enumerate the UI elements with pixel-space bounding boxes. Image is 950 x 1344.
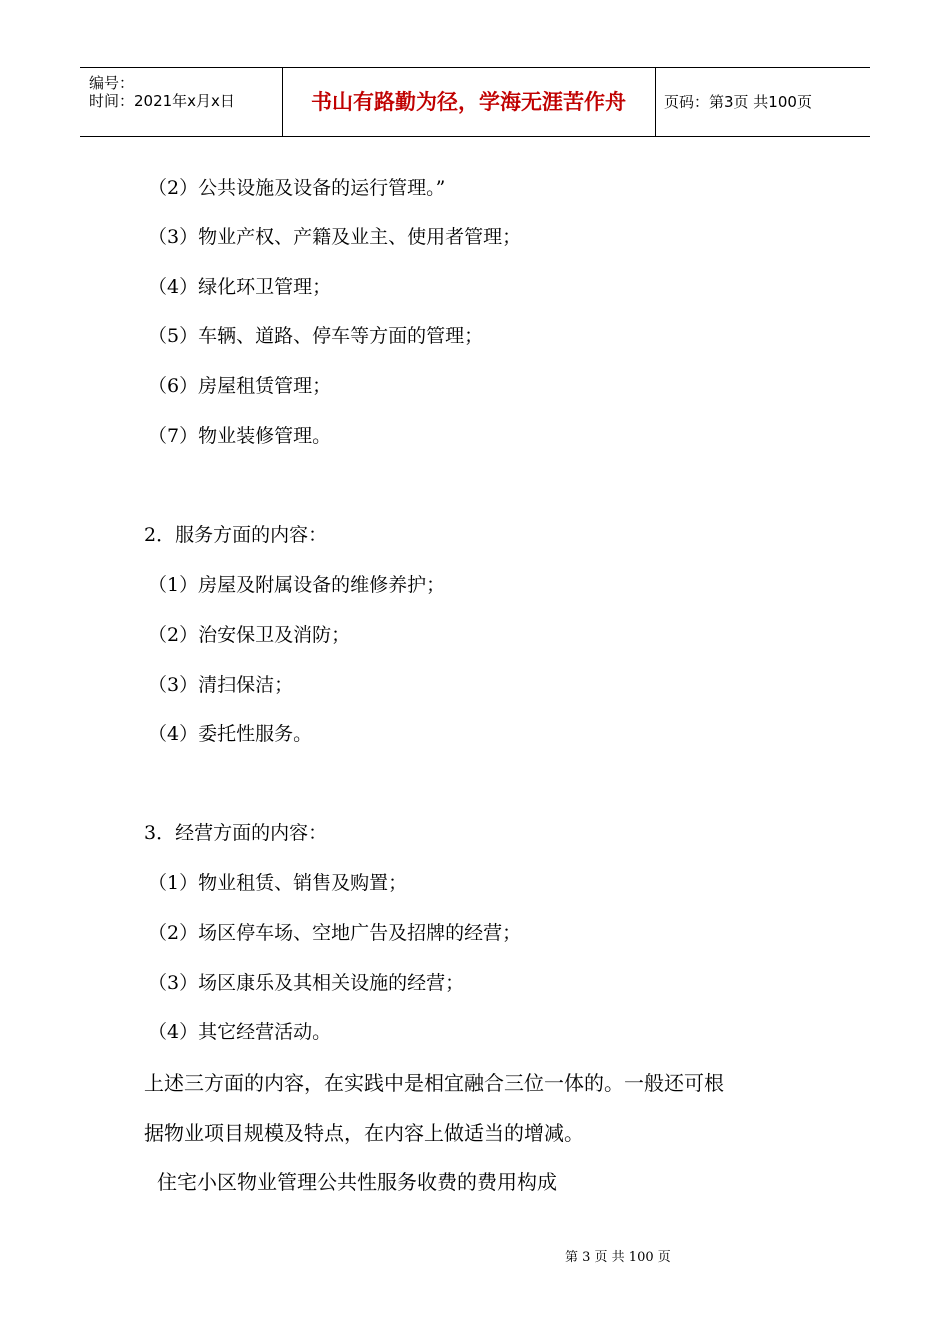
body-line: （6）房屋租赁管理； bbox=[148, 375, 332, 397]
page-header bbox=[80, 67, 870, 137]
body-line: （4）其它经营活动。 bbox=[148, 1021, 332, 1043]
header-motto: 书山有路勤为径，学海无涯苦作舟 bbox=[311, 90, 626, 114]
paragraph-line: 据物业项目规模及特点，在内容上做适当的增减。 bbox=[144, 1121, 584, 1145]
body-line: （7）物业装修管理。 bbox=[148, 425, 332, 447]
section-heading: 3．经营方面的内容： bbox=[144, 822, 328, 844]
header-number-label: 编号： bbox=[89, 74, 135, 92]
section-heading: 2．服务方面的内容： bbox=[144, 524, 328, 546]
body-line: （2）场区停车场、空地广告及招牌的经营； bbox=[148, 922, 522, 944]
paragraph-line: 住宅小区物业管理公共性服务收费的费用构成 bbox=[157, 1170, 557, 1194]
header-page-info: 页码：第3页 共100页 bbox=[664, 93, 812, 111]
body-line: （3）场区康乐及其相关设施的经营； bbox=[148, 972, 465, 994]
body-line: （1）房屋及附属设备的维修养护； bbox=[148, 574, 446, 596]
body-line: （2）治安保卫及消防； bbox=[148, 624, 351, 646]
body-line: （2）公共设施及设备的运行管理。” bbox=[148, 177, 446, 199]
body-line: （4）绿化环卫管理； bbox=[148, 276, 332, 298]
body-line: （5）车辆、道路、停车等方面的管理； bbox=[148, 325, 484, 347]
header-time-label: 时间：2021年x月x日 bbox=[89, 92, 235, 110]
paragraph-line: 上述三方面的内容，在实践中是相宜融合三位一体的。一般还可根 bbox=[144, 1071, 724, 1095]
footer-page-number: 第 3 页 共 100 页 bbox=[565, 1250, 671, 1265]
header-meta bbox=[80, 68, 282, 136]
body-line: （3）物业产权、产籍及业主、使用者管理； bbox=[148, 226, 522, 248]
body-line: （4）委托性服务。 bbox=[148, 723, 313, 745]
body-line: （3）清扫保洁； bbox=[148, 674, 294, 696]
body-line: （1）物业租赁、销售及购置； bbox=[148, 872, 408, 894]
